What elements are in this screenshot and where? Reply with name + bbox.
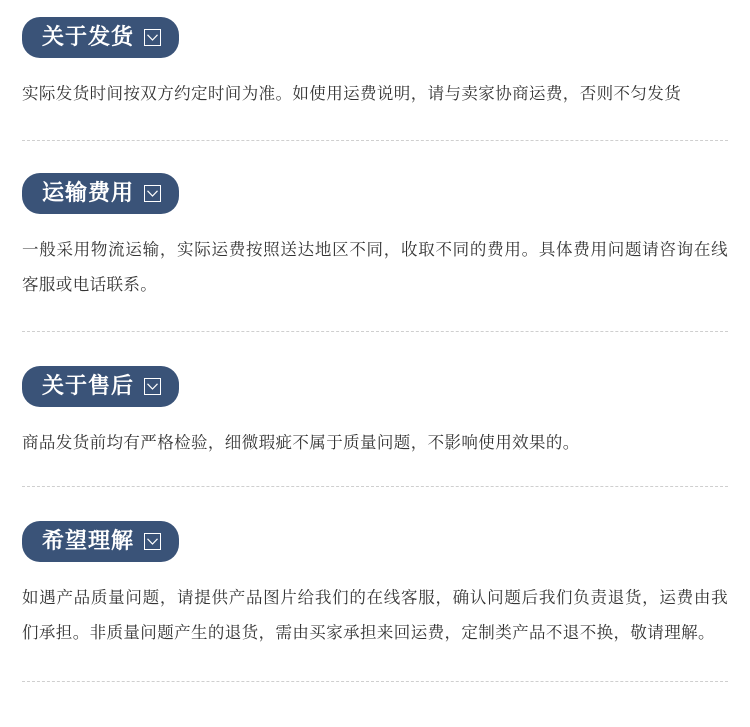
section-badge-label: 关于售后 — [42, 373, 135, 398]
badge-row — [22, 366, 728, 407]
chevron-down-icon[interactable] — [144, 533, 161, 550]
section-about-shipping — [22, 0, 728, 141]
badge-row — [22, 17, 728, 58]
section-badge-label: 希望理解 — [42, 528, 135, 553]
section-body-text: 一般采用物流运输，实际运费按照送达地区不同，收取不同的费用。具体费用问题请咨询在线客服或电话联系。 — [22, 241, 728, 294]
section-body-text: 商品发货前均有严格检验，细微瑕疵不属于质量问题，不影响使用效果的。 — [22, 434, 580, 452]
section-divider — [22, 681, 728, 682]
section-hope-understanding — [22, 487, 728, 682]
chevron-down-icon[interactable] — [144, 29, 161, 46]
section-body-text: 实际发货时间按双方约定时间为准。如使用运费说明，请与卖家协商运费，否则不匀发货 — [22, 85, 682, 103]
section-badge-after-sales[interactable] — [22, 366, 179, 407]
badge-row — [22, 521, 728, 562]
section-body-text: 如遇产品质量问题，请提供产品图片给我们的在线客服，确认问题后我们负责退货，运费由我们承担。非质量问题产生的退货，需由买家承担来回运费，定制类产品不退不换，敬请理解。 — [22, 589, 728, 642]
chevron-down-icon[interactable] — [144, 378, 161, 395]
section-after-sales — [22, 332, 728, 487]
section-badge-shipping-fee[interactable] — [22, 173, 179, 214]
chevron-down-icon[interactable] — [144, 185, 161, 202]
badge-row — [22, 173, 728, 214]
section-badge-about-shipping[interactable] — [22, 17, 179, 58]
section-badge-label: 关于发货 — [42, 24, 135, 49]
section-badge-label: 运输费用 — [42, 180, 135, 205]
section-shipping-fee — [22, 141, 728, 332]
section-badge-hope-understanding[interactable] — [22, 521, 179, 562]
